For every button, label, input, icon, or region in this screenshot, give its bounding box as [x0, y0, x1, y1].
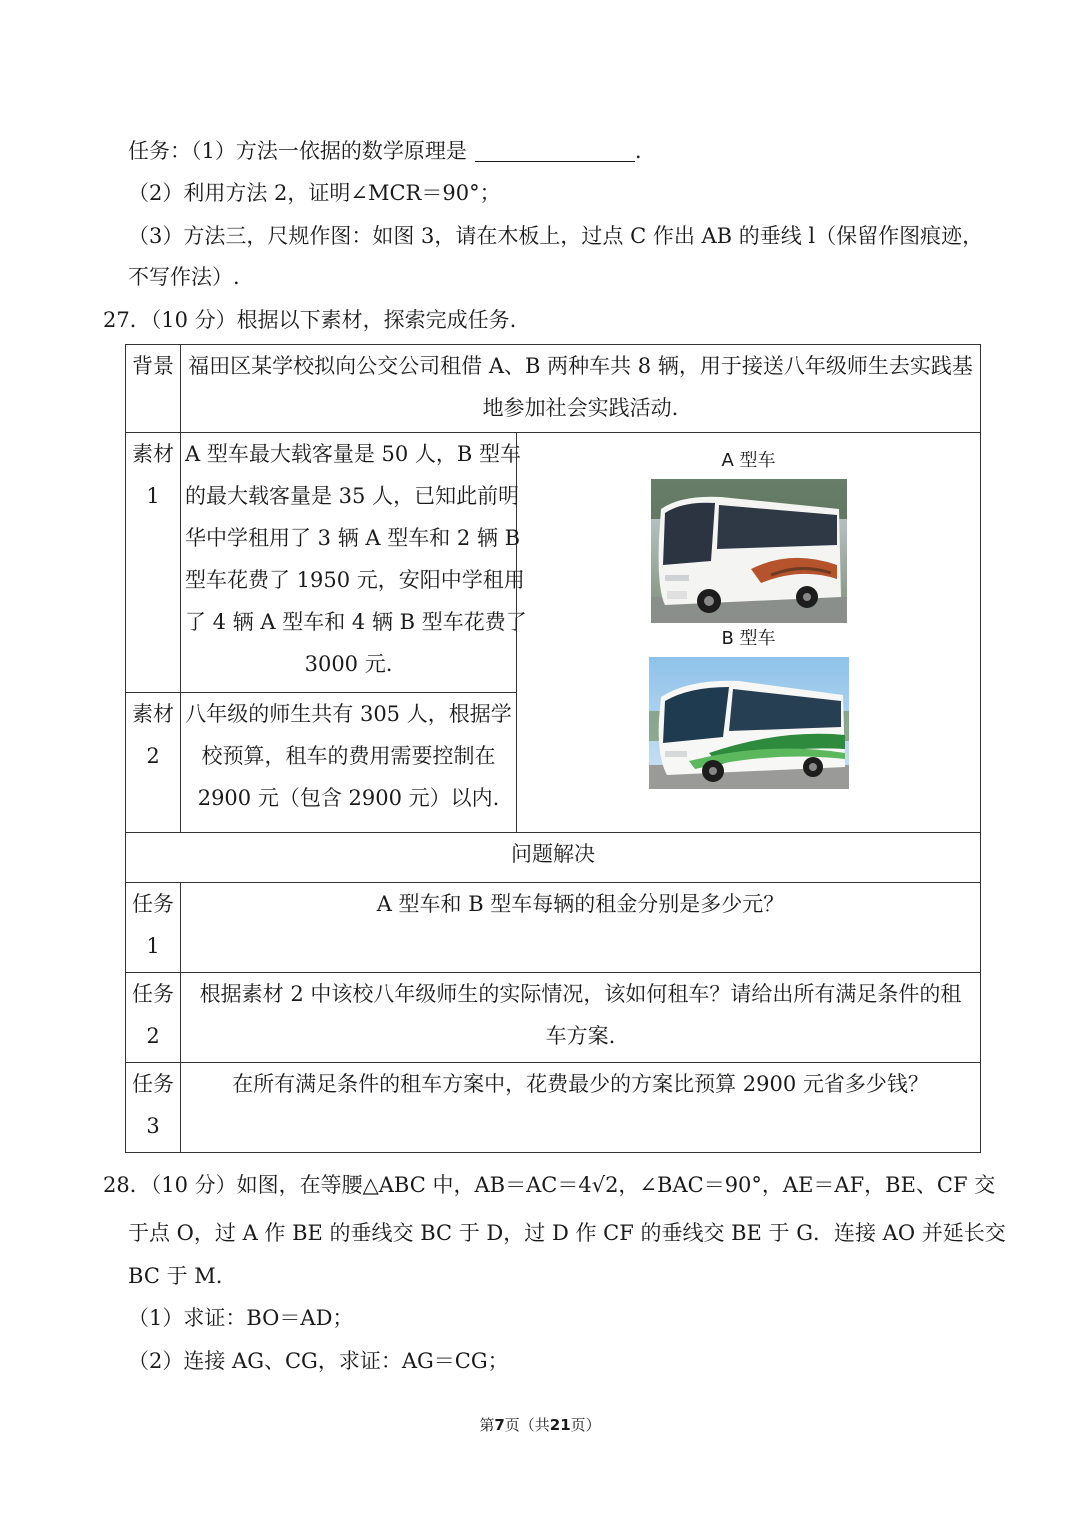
- task1-text: A 型车和 B 型车每辆的租金分别是多少元？: [181, 883, 981, 973]
- material1-text: A 型车最大载客量是 50 人，B 型车 的最大载客量是 35 人，已知此前明 华中学租用了 3 辆 A 型车和 2 辆 B 型车花费了 1950 元，安阳中学租用 了 4 辆 A 型车和 4 辆 B 型车花费了 3000 元.: [181, 433, 517, 693]
- q28-line3: BC 于 M.: [128, 1264, 223, 1288]
- q28-line4: （1）求证：BO＝AD；: [128, 1306, 354, 1330]
- task2-text: 根据素材 2 中该校八年级师生的实际情况，该如何租车？请给出所有满足条件的租 车方案.: [181, 973, 981, 1063]
- task3-label: 任务 3: [126, 1063, 181, 1153]
- page-number: 7: [494, 1416, 505, 1434]
- q28-line5: （2）连接 AG、CG，求证：AG＝CG；: [128, 1349, 509, 1373]
- table-row: [126, 433, 981, 693]
- q27-header: 27．（10 分）根据以下素材，探索完成任务.: [103, 308, 517, 332]
- bus-b-photo: [649, 657, 849, 789]
- material-table: [125, 344, 981, 1153]
- table-row: [126, 973, 981, 1063]
- table-row: [126, 1063, 981, 1153]
- answer-blank[interactable]: [475, 139, 635, 162]
- bus-images-cell: [517, 433, 981, 833]
- task26-line3: （3）方法三，尺规作图：如图 3，请在木板上，过点 C 作出 AB 的垂线 l（保留作图痕迹，: [128, 224, 984, 248]
- task26-line2: （2）利用方法 2，证明∠MCR＝90°；: [128, 181, 501, 205]
- q28-line1: 28．（10 分）如图，在等腰△ABC 中，AB＝AC＝4√2，∠BAC＝90°，AE＝AF，BE、CF 交: [103, 1173, 996, 1197]
- bus-b-label: B 型车: [721, 628, 776, 649]
- task2-label: 任务 2: [126, 973, 181, 1063]
- material2-label: 素材 2: [126, 693, 181, 833]
- material2-text: 八年级的师生共有 305 人，根据学 校预算，租车的费用需要控制在 2900 元（包含 2900 元）以内.: [181, 693, 517, 833]
- page-total: 21: [549, 1416, 571, 1434]
- bus-a-photo: [651, 479, 847, 623]
- bus-a-label: A 型车: [721, 450, 776, 471]
- table-row: [126, 883, 981, 973]
- material1-label: 素材 1: [126, 433, 181, 693]
- task26-line1: 任务：（1）方法一依据的数学原理是 .: [128, 139, 642, 163]
- table-row: [126, 345, 981, 433]
- background-text: 福田区某学校拟向公交公司租借 A、B 两种车共 8 辆，用于接送八年级师生去实践基 地参加社会实践活动.: [181, 345, 981, 433]
- page-footer: 第7页（共21页）: [479, 1416, 601, 1434]
- task3-text: 在所有满足条件的租车方案中，花费最少的方案比预算 2900 元省多少钱？: [181, 1063, 981, 1153]
- problem-header: 问题解决: [126, 833, 981, 883]
- table-row: [126, 833, 981, 883]
- task1-label: 任务 1: [126, 883, 181, 973]
- task26-line4: 不写作法）.: [128, 265, 240, 289]
- background-label: 背景: [126, 345, 181, 433]
- q28-line2: 于点 O，过 A 作 BE 的垂线交 BC 于 D，过 D 作 CF 的垂线交 BE 于 G．连接 AO 并延长交: [128, 1221, 1006, 1245]
